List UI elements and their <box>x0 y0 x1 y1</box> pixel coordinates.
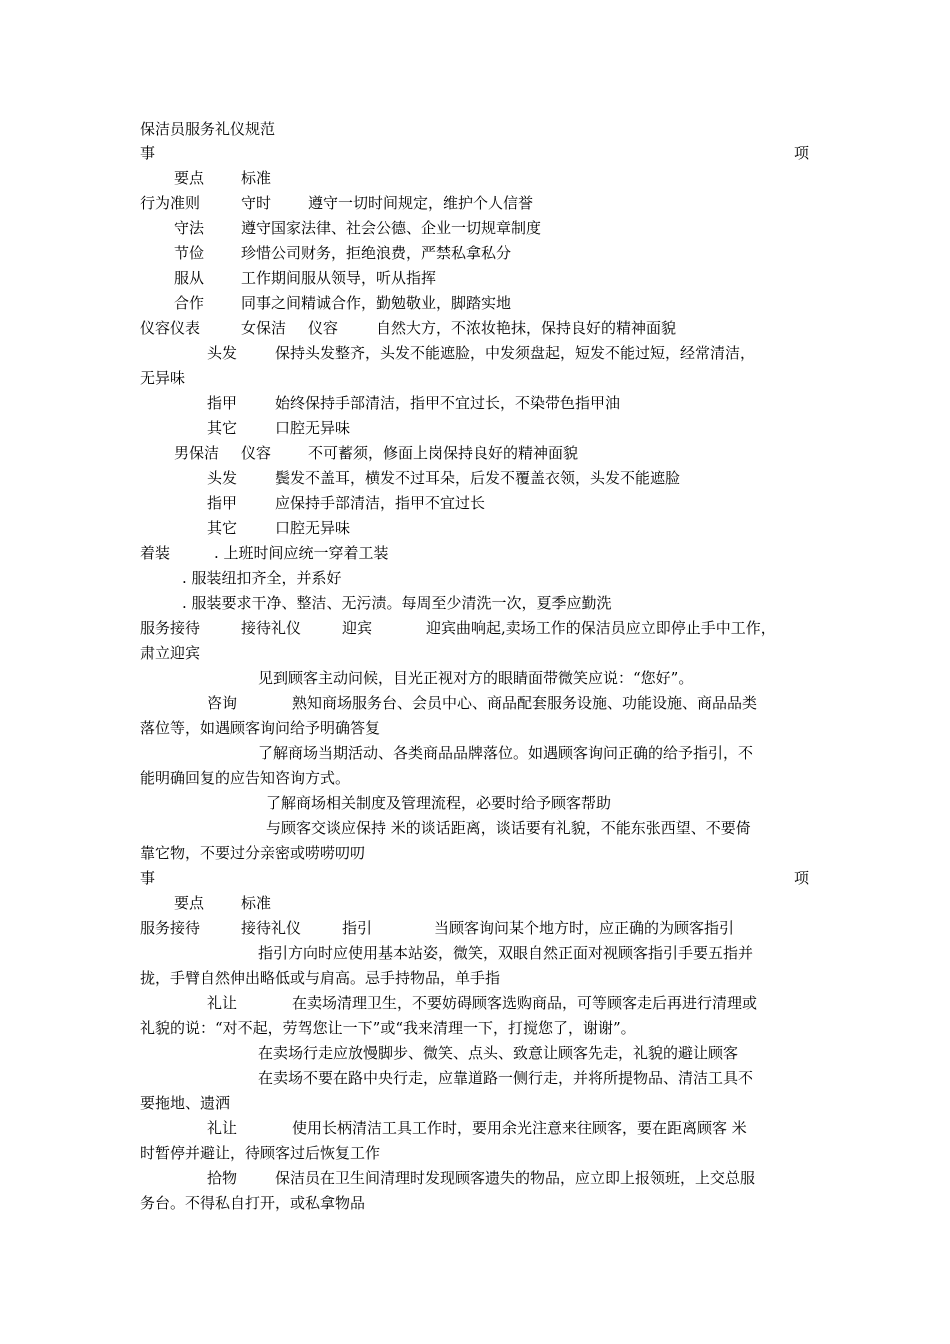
row-value: 见到顾客主动问候，目光正视对方的眼睛面带微笑应说：“您好”。 <box>258 669 694 687</box>
header-right: 项 <box>794 869 810 887</box>
category-label: 行为准则 <box>140 194 201 212</box>
row-value: 同事之间精诚合作，勤勉敬业，脚踏实地 <box>241 294 512 312</box>
header-key: 要点 <box>174 169 205 187</box>
sub-category: 接待礼仪 <box>241 919 302 937</box>
row-value: 自然大方，不浓妆艳抹，保持良好的精神面貌 <box>376 319 677 337</box>
row-key: 仪容 <box>241 444 272 462</box>
row-value: 在卖场行走应放慢脚步、微笑、点头、致意让顾客先走，礼貌的避让顾客 <box>258 1044 739 1062</box>
row-value: 使用长柄清洁工具工作时，要用余光注意来往顾客，要在距离顾客 米 <box>292 1119 747 1137</box>
header-standard: 标准 <box>241 894 272 912</box>
row-value-cont: 肃立迎宾 <box>140 644 201 662</box>
header-key: 要点 <box>174 894 205 912</box>
row-value: 始终保持手部清洁，指甲不宜过长，不染带色指甲油 <box>275 394 621 412</box>
row-value: 了解商场相关制度及管理流程，必要时给予顾客帮助 <box>266 794 612 812</box>
row-value: 指引方向时应使用基本站姿，微笑，双眼自然正面对视顾客指引手要五指并 <box>258 944 754 962</box>
category-label: 服务接待 <box>140 919 201 937</box>
row-value: 口腔无异味 <box>275 519 351 537</box>
row-value: 鬓发不盖耳，横发不过耳朵，后发不覆盖衣领，头发不能遮脸 <box>275 469 681 487</box>
doc-title: 保洁员服务礼仪规范 <box>140 120 276 138</box>
row-value: 工作期间服从领导，听从指挥 <box>241 269 437 287</box>
row-value: 不可蓄须，修面上岗保持良好的精神面貌 <box>308 444 579 462</box>
row-key: 节俭 <box>174 244 205 262</box>
row-value-cont: 能明确回复的应告知咨询方式。 <box>140 769 351 787</box>
row-key: 迎宾 <box>342 619 373 637</box>
row-key: 服从 <box>174 269 205 287</box>
row-value-cont: 务台。不得私自打开，或私拿物品 <box>140 1194 366 1212</box>
header-right: 项 <box>794 144 810 162</box>
dress-item: . 服装要求干净、整洁、无污渍。每周至少清洗一次，夏季应勤洗 <box>182 594 612 612</box>
row-key: 守法 <box>174 219 205 237</box>
row-value-cont: 要拖地、遗洒 <box>140 1094 231 1112</box>
sub-category: 接待礼仪 <box>241 619 302 637</box>
row-key: 指甲 <box>207 394 238 412</box>
row-value: 保持头发整齐，头发不能遮脸，中发须盘起，短发不能过短，经常清洁， <box>275 344 756 362</box>
row-key: 礼让 <box>207 1119 238 1137</box>
dress-item: . 服装纽扣齐全，并系好 <box>182 569 342 587</box>
row-value: 熟知商场服务台、会员中心、商品配套服务设施、功能设施、商品品类 <box>292 694 758 712</box>
row-value: 口腔无异味 <box>275 419 351 437</box>
row-value: 了解商场当期活动、各类商品品牌落位。如遇顾客询问正确的给予指引，不 <box>258 744 754 762</box>
row-key: 头发 <box>207 469 238 487</box>
category-label: 仪容仪表 <box>140 319 201 337</box>
row-value: 在卖场清理卫生，不要妨碍顾客选购商品，可等顾客走后再进行清理或 <box>292 994 758 1012</box>
header-standard: 标准 <box>241 169 272 187</box>
row-key: 指甲 <box>207 494 238 512</box>
row-value-cont: 落位等，如遇顾客询问给予明确答复 <box>140 719 381 737</box>
row-value: 遵守一切时间规定，维护个人信誉 <box>308 194 534 212</box>
row-value: 珍惜公司财务，拒绝浪费，严禁私拿私分 <box>241 244 512 262</box>
category-label: 服务接待 <box>140 619 201 637</box>
row-key: 咨询 <box>207 694 238 712</box>
row-value: 当顾客询问某个地方时，应正确的为顾客指引 <box>434 919 735 937</box>
header-left: 事 <box>140 144 156 162</box>
row-key: 仪容 <box>308 319 339 337</box>
row-value-cont: 无异味 <box>140 369 186 387</box>
row-value: 应保持手部清洁，指甲不宜过长 <box>275 494 486 512</box>
row-key: 其它 <box>207 419 238 437</box>
row-key: 合作 <box>174 294 205 312</box>
dress-item: . 上班时间应统一穿着工装 <box>214 544 389 562</box>
sub-category: 女保洁 <box>241 319 287 337</box>
row-key: 指引 <box>342 919 373 937</box>
row-key: 守时 <box>241 194 272 212</box>
row-value: 在卖场不要在路中央行走，应靠道路一侧行走，并将所提物品、清洁工具不 <box>258 1069 754 1087</box>
row-key: 头发 <box>207 344 238 362</box>
sub-category: 男保洁 <box>174 444 220 462</box>
row-key: 其它 <box>207 519 238 537</box>
row-value-cont: 靠它物，不要过分亲密或唠唠叨叨 <box>140 844 366 862</box>
row-value: 遵守国家法律、社会公德、企业一切规章制度 <box>241 219 542 237</box>
row-key: 拾物 <box>207 1169 238 1187</box>
row-value: 与顾客交谈应保持 米的谈话距离，谈话要有礼貌，不能东张西望、不要倚 <box>266 819 751 837</box>
row-value: 迎宾曲响起,卖场工作的保洁员应立即停止手中工作， <box>426 619 776 637</box>
row-value-cont: 礼貌的说：“对不起，劳驾您让一下”或“我来清理一下，打搅您了，谢谢”。 <box>140 1019 636 1037</box>
header-left: 事 <box>140 869 156 887</box>
row-value-cont: 拢，手臂自然伸出略低或与肩高。忌手持物品，单手指 <box>140 969 501 987</box>
row-key: 礼让 <box>207 994 238 1012</box>
row-value: 保洁员在卫生间清理时发现顾客遗失的物品，应立即上报领班，上交总服 <box>275 1169 756 1187</box>
row-value-cont: 时暂停并避让，待顾客过后恢复工作 <box>140 1144 381 1162</box>
category-label: 着装 <box>140 544 171 562</box>
